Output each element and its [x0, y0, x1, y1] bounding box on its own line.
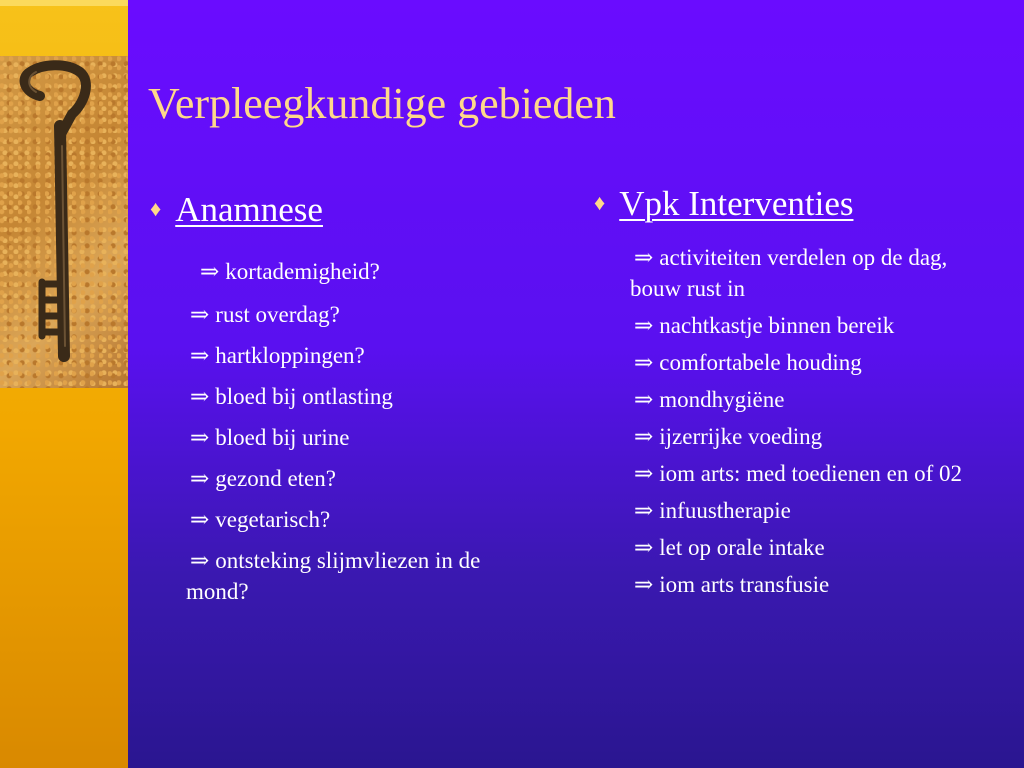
arrow-icon: ⇒ [190, 343, 210, 368]
arrow-icon: ⇒ [634, 572, 654, 597]
arrow-icon: ⇒ [190, 466, 210, 491]
arrow-icon: ⇒ [634, 313, 654, 338]
list-item: ⇒ vegetarisch? [190, 507, 331, 532]
arrow-icon: ⇒ [634, 387, 654, 412]
list-item: ⇒ bloed bij urine [190, 425, 350, 450]
arrow-icon: ⇒ [634, 424, 654, 449]
list-item: ⇒ gezond eten? [190, 466, 336, 491]
arrow-icon: ⇒ [190, 302, 210, 327]
sidebar-highlight [0, 0, 128, 6]
anamnese-heading [150, 190, 540, 230]
anamnese-heading-link[interactable]: Anamnese [175, 190, 323, 229]
diamond-bullet-icon: ♦ [594, 190, 606, 215]
arrow-icon: ⇒ [190, 425, 210, 450]
arrow-icon: ⇒ [190, 548, 210, 573]
arrow-icon: ⇒ [634, 535, 654, 560]
list-item: ⇒ mondhygiëne [634, 387, 785, 412]
list-item: ⇒ activiteiten verdelen op de dag, bouw rust in [630, 245, 948, 301]
interventies-heading [594, 184, 994, 224]
list-item: ⇒ iom arts transfusie [634, 572, 830, 597]
list-item: ⇒ let op orale intake [634, 535, 825, 560]
interventies-column [594, 184, 994, 606]
arrow-icon: ⇒ [634, 498, 654, 523]
arrow-icon: ⇒ [190, 384, 210, 409]
list-item: ⇒ infuustherapie [634, 498, 791, 523]
sidebar-band [0, 0, 128, 768]
arrow-icon: ⇒ [200, 259, 220, 284]
list-item: ⇒ bloed bij ontlasting [190, 384, 393, 409]
list-item: ⇒ ontsteking slijmvliezen in de mond? [186, 548, 481, 604]
key-icon [0, 56, 128, 388]
arrow-icon: ⇒ [190, 507, 210, 532]
diamond-bullet-icon: ♦ [150, 196, 162, 221]
list-item: ⇒ kortademigheid? [200, 259, 380, 284]
arrow-icon: ⇒ [634, 245, 654, 270]
list-item: ⇒ hartkloppingen? [190, 343, 365, 368]
anamnese-list [150, 256, 540, 607]
list-item: ⇒ ijzerrijke voeding [634, 424, 823, 449]
interventies-heading-link[interactable]: Vpk Interventies [619, 184, 854, 223]
key-photo [0, 56, 128, 388]
anamnese-column [150, 190, 540, 617]
list-item: ⇒ nachtkastje binnen bereik [634, 313, 895, 338]
slide-title: Verpleegkundige gebieden [148, 79, 616, 128]
list-item: ⇒ rust overdag? [190, 302, 340, 327]
interventies-list [594, 242, 994, 600]
list-item: ⇒ iom arts: med toedienen en of 02 [634, 461, 963, 486]
arrow-icon: ⇒ [634, 461, 654, 486]
arrow-icon: ⇒ [634, 350, 654, 375]
list-item: ⇒ comfortabele houding [634, 350, 862, 375]
